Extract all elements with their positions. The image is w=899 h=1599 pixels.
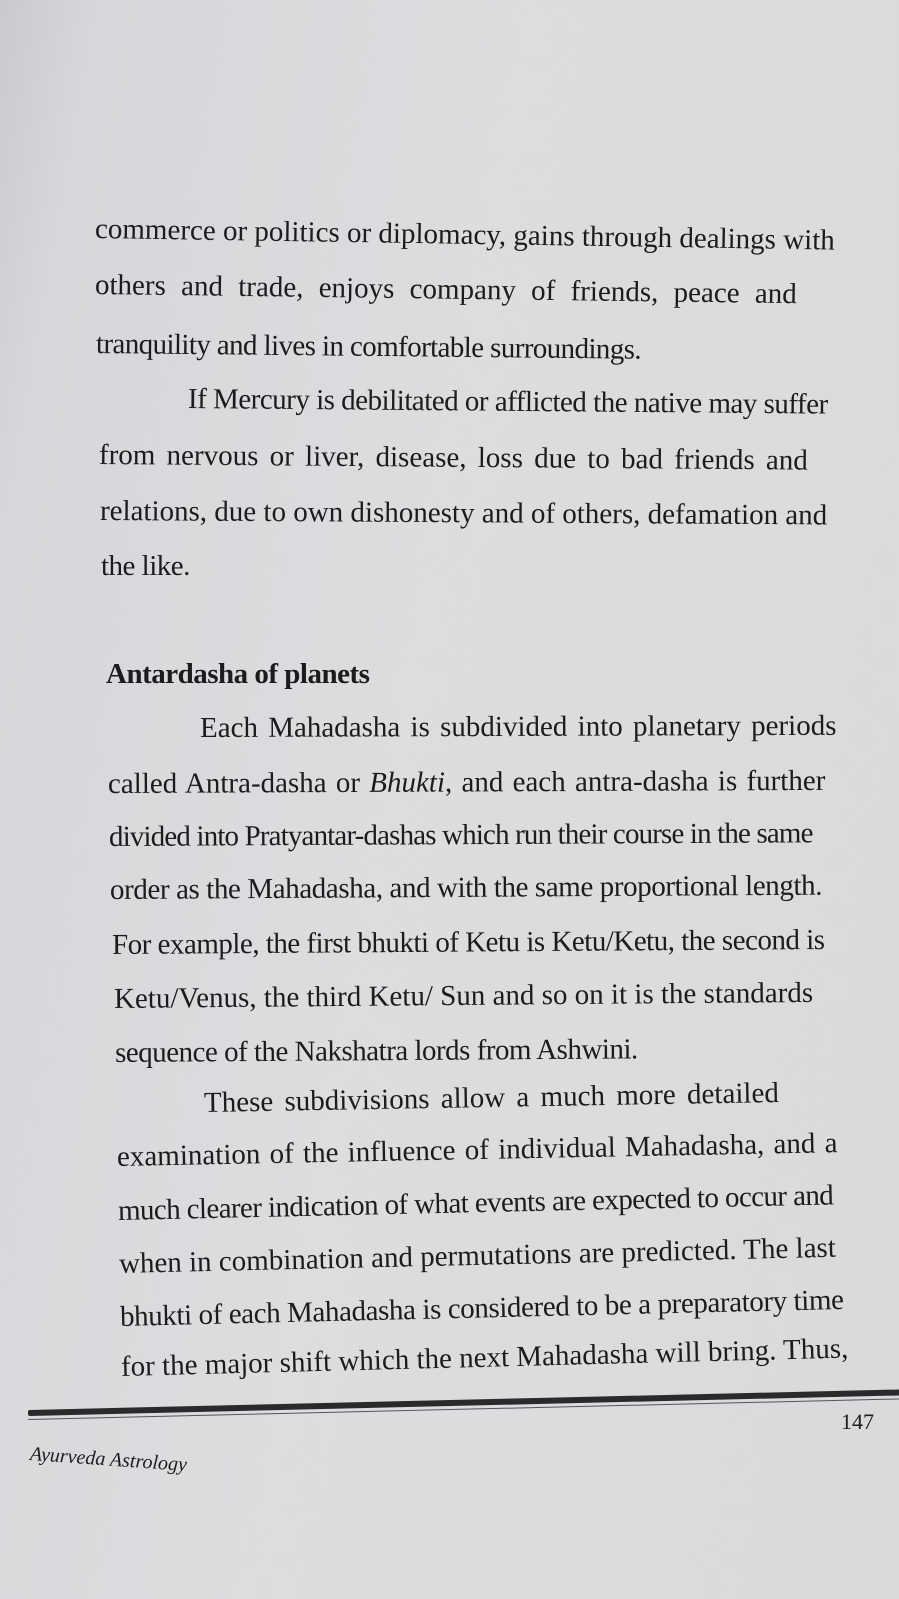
paragraph-line: These subdivisions allow a much more detailed: [203, 1076, 780, 1119]
paragraph-line: relations, due to own dishonesty and of others, defamation and: [99, 495, 828, 532]
paragraph-line: Each Mahadasha is subdivided into planetary periods: [199, 709, 837, 744]
paragraph-line: For example, the first bhukti of Ketu is Ketu/Ketu, the second is: [111, 924, 825, 961]
paragraph-line: If Mercury is debilitated or afflicted the native may suffer: [187, 383, 828, 421]
paragraph-line: commerce or politics or diplomacy, gains through dealings with: [94, 213, 836, 257]
paragraph-line: others and trade, enjoys company of friends, peace and: [94, 269, 797, 311]
paragraph-line: much clearer indication of what events are expected to occur and: [117, 1179, 834, 1227]
paragraph-line: examination of the influence of individual Mahadasha, and a: [116, 1127, 838, 1173]
paragraph-line: divided into Pratyantar-dashas which run their course in the same: [108, 817, 813, 853]
running-title: Ayurveda Astrology: [29, 1443, 188, 1476]
paragraph-line: the like.: [101, 550, 190, 582]
paragraph-line: [108, 764, 825, 801]
paragraph-line: from nervous or liver, disease, loss due to bad friends and: [98, 439, 809, 477]
paragraph-line: for the major shift which the next Mahadasha will bring. Thus,: [120, 1332, 849, 1383]
paragraph-line: sequence of the Nakshatra lords from Ashwini.: [114, 1033, 638, 1069]
section-heading: Antardasha of planets: [106, 658, 370, 690]
paragraph-line: order as the Mahadasha, and with the same proportional length.: [109, 869, 823, 906]
paragraph-line: tranquility and lives in comfortable surroundings.: [95, 328, 642, 366]
text-run: called Antra-dasha or: [107, 766, 370, 800]
footer-rule: [28, 1389, 899, 1416]
page-number: 147: [841, 1409, 874, 1434]
paragraph-line: when in combination and permutations are predicted. The last: [118, 1231, 837, 1280]
text-run: , and each antra-dasha is further: [444, 764, 826, 799]
italic-term: Bhukti: [369, 766, 446, 799]
paragraph-line: bhukti of each Mahadasha is considered to be a preparatory time: [119, 1283, 844, 1333]
paragraph-line: Ketu/Venus, the third Ketu/ Sun and so on it is the standards: [113, 976, 814, 1015]
